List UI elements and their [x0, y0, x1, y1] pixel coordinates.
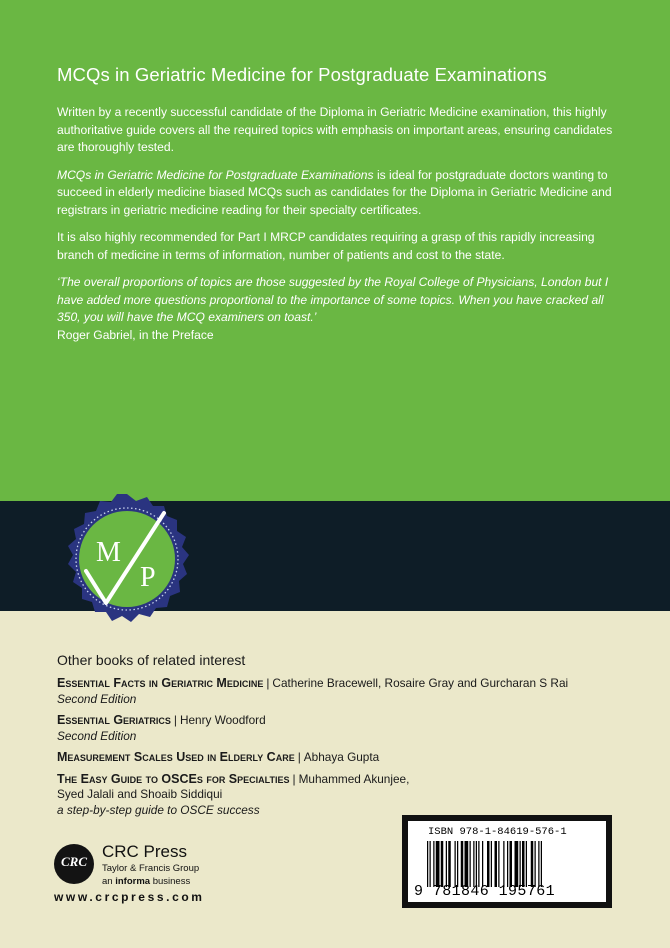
related-book-authors: Muhammed Akunjee, Syed Jalali and Shoaib Siddiqui [57, 771, 410, 801]
related-book [57, 772, 437, 819]
blurb-paragraph-3: It is also highly recommended for Part I MRCP candidates requiring a grasp of this rapidly increasing branch of medicine in terms of information, number of patients and cost to the state. [57, 230, 595, 262]
related-book-title: Essential Facts in Geriatric Medicine [57, 676, 264, 690]
barcode-bar [476, 841, 477, 887]
related-book-authors: Catherine Bracewell, Rosaire Gray and Gurcharan S Rai [272, 676, 569, 690]
barcode-bar [491, 841, 492, 887]
blurb-italic-title: MCQs in Geriatric Medicine for Postgraduate Examinations [57, 167, 374, 182]
seal-inner-circle [79, 511, 175, 607]
barcode-bar [441, 841, 444, 887]
related-heading: Other books of related interest [57, 652, 246, 668]
related-book-tagline: a step-by-step guide to OSCE success [57, 802, 260, 817]
barcode-bar [538, 841, 539, 887]
title-separator: | [266, 676, 270, 690]
barcode-bar [478, 841, 479, 887]
barcode-number: 9 781846 195761 [414, 883, 556, 900]
barcode-bar [446, 841, 447, 887]
isbn-label: ISBN 978-1-84619-576-1 [428, 826, 567, 838]
barcode-bar [522, 841, 525, 887]
barcode-bar [473, 841, 474, 887]
related-book-title: Essential Geriatrics [57, 713, 171, 727]
seal-letter-m: M [96, 537, 121, 568]
barcode-bar [487, 841, 490, 887]
barcode-bar [457, 841, 458, 887]
business-suffix: business [150, 876, 191, 887]
related-book [57, 750, 617, 766]
barcode-bar [531, 841, 534, 887]
title-separator: | [292, 771, 296, 786]
publisher-block [52, 842, 262, 912]
crc-logo-text: CRC [60, 854, 87, 869]
barcode-bar [470, 841, 471, 887]
related-books [57, 652, 617, 824]
mp-seal-logo [56, 491, 198, 633]
barcode-bar [430, 841, 431, 887]
business-brand: informa [115, 876, 151, 887]
barcode-bar [495, 841, 498, 887]
related-book-authors: Henry Woodford [179, 713, 266, 727]
publisher-name: CRC Press [102, 842, 188, 861]
barcode-bar [436, 841, 440, 887]
barcode-bar [503, 841, 504, 887]
barcode-bar [507, 841, 508, 887]
barcode-bar [433, 841, 434, 887]
barcode-bar [515, 841, 519, 887]
title-separator: | [173, 713, 177, 727]
barcode-bar [465, 841, 469, 887]
barcode-bar [448, 841, 451, 887]
barcode-bar [535, 841, 536, 887]
isbn-barcode [402, 815, 612, 908]
crc-logo-icon [54, 844, 94, 884]
barcode-bar [510, 841, 513, 887]
barcode-bar [526, 841, 527, 887]
blurb-paragraph-2 [57, 167, 617, 220]
barcode-bar [461, 841, 464, 887]
blurb [57, 104, 617, 344]
related-book [57, 676, 617, 707]
related-book-title: The Easy Guide to OSCEs for Specialties [57, 771, 290, 786]
related-book-title: Measurement Scales Used in Elderly Care [57, 750, 295, 764]
barcode-bar [427, 841, 428, 887]
business-prefix: an [102, 876, 116, 887]
barcode-bar [520, 841, 521, 887]
barcode-bar [498, 841, 499, 887]
blurb-paragraph-2-text: is ideal for postgraduate doctors wanting to succeed in elderly medicine biased MCQs such as candidates for the Diploma in Geriatric Medicine and registrars in geriatric medicine reading for their specialty certificates. [57, 167, 612, 217]
related-book-edition: Second Edition [57, 728, 137, 743]
barcode-bar [541, 841, 542, 887]
related-book-authors: Abhaya Gupta [303, 750, 380, 764]
title-separator: | [297, 750, 301, 764]
barcode-bars [426, 841, 592, 887]
barcode-bar [482, 841, 483, 887]
barcode-bar [455, 841, 456, 887]
related-book [57, 713, 617, 744]
preface-quote: ‘The overall proportions of topics are those suggested by the Royal College of Physicians, London but I have added more questions proportional to the importance of some topics. When you have cracked all 350, you will have the MCQ examiners on toast.’ [57, 275, 609, 324]
blurb-paragraph-1: Written by a recently successful candidate of the Diploma in Geriatric Medicine examination, this highly authoritative guide covers all the required topics with emphasis on important areas, ensuring candidates are thoroughly tested. [57, 105, 613, 154]
publisher-url: www.crcpress.com [54, 890, 205, 904]
seal-letter-p: P [140, 562, 156, 593]
publisher-business [102, 876, 190, 887]
publisher-group: Taylor & Francis Group [102, 863, 200, 874]
related-book-edition: Second Edition [57, 691, 137, 706]
book-title: MCQs in Geriatric Medicine for Postgraduate Examinations [57, 64, 547, 85]
quote-attribution: Roger Gabriel, in the Preface [57, 327, 214, 342]
